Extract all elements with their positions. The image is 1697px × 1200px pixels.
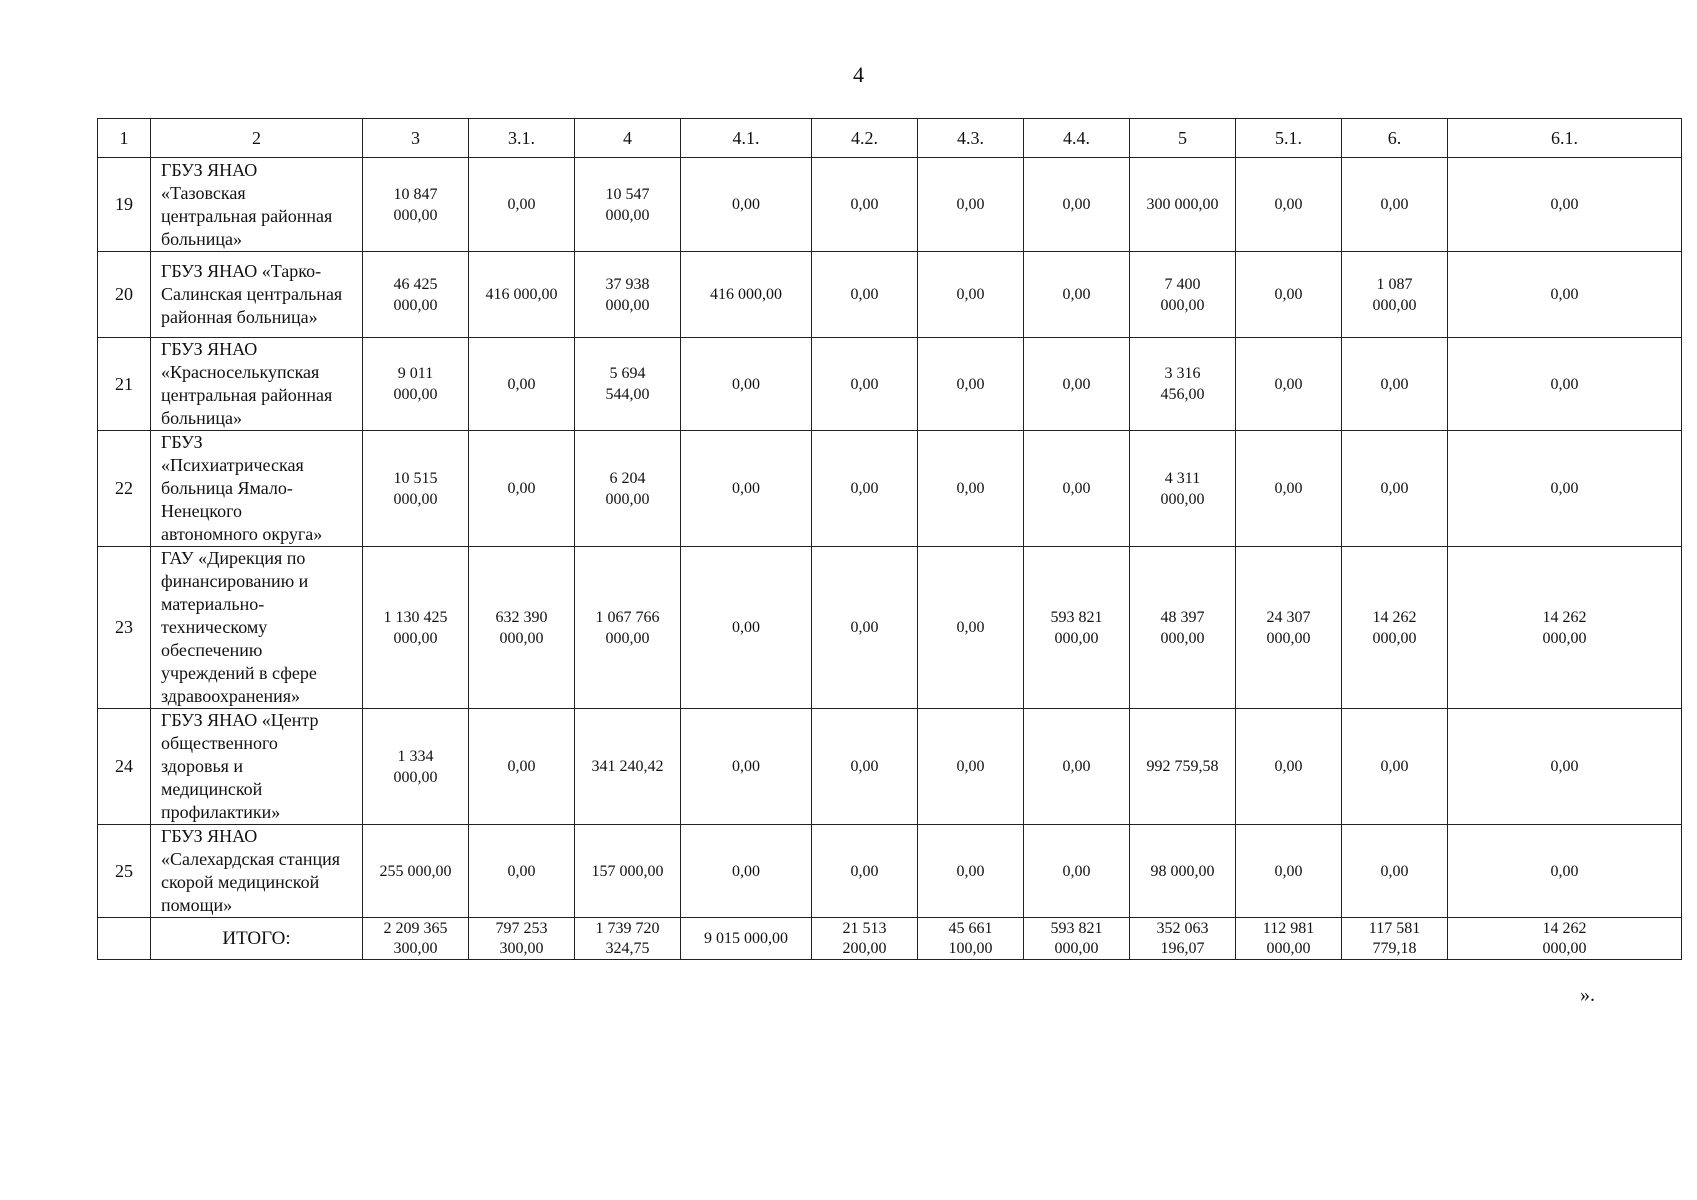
amount-cell: [363, 252, 469, 338]
text-line: 0,00: [1062, 196, 1091, 213]
amount-cell: [1024, 825, 1130, 918]
text-line: 0,00: [732, 619, 760, 636]
amount-cell: [1236, 158, 1342, 252]
text-line: 000,00: [605, 490, 650, 508]
text-line: автономного округа»: [161, 524, 323, 544]
text-line: 544,00: [605, 386, 650, 403]
text-line: 14 262: [1542, 608, 1587, 626]
amount-cell: [1236, 825, 1342, 918]
text-line: 112 981: [1262, 919, 1315, 937]
text-line: ГАУ «Дирекция по: [161, 548, 306, 568]
text-line: 0,00: [507, 758, 536, 775]
text-line: 14 262: [1372, 608, 1417, 626]
text-line: 456,00: [1160, 386, 1205, 403]
text-line: общественного: [161, 733, 278, 753]
institution-name: [151, 338, 363, 431]
amount-cell: [363, 338, 469, 431]
text-line: 0,00: [507, 480, 536, 497]
amount-cell: [681, 709, 812, 825]
text-line: 0,00: [1274, 862, 1303, 880]
text-line: 0,00: [956, 758, 985, 775]
text-line: 0,00: [732, 862, 760, 880]
text-line: 000,00: [1160, 629, 1205, 647]
amount-cell: [1130, 918, 1236, 960]
amount-cell: [812, 431, 918, 547]
amount-cell: [1448, 918, 1682, 960]
total-row: [98, 918, 1682, 960]
text-line: 1 130 425: [383, 608, 448, 626]
budget-table: [97, 118, 1682, 960]
amount-cell: [812, 709, 918, 825]
amount-cell: [1236, 918, 1342, 960]
text-line: 0,00: [956, 196, 985, 213]
text-line: 7 400: [1164, 275, 1201, 293]
text-line: 000,00: [1160, 490, 1205, 508]
text-line: финансированию и: [161, 571, 309, 591]
amount-cell: [469, 338, 575, 431]
text-line: 24 307: [1266, 608, 1311, 626]
text-line: 0,00: [1550, 862, 1579, 880]
column-header: 1: [98, 119, 151, 158]
column-header: 6.: [1342, 119, 1448, 158]
table-row: [98, 252, 1682, 338]
text-line: 9 015 000,00: [704, 929, 788, 947]
amount-cell: [1448, 158, 1682, 252]
text-line: 324,75: [605, 939, 650, 957]
amount-cell: [363, 825, 469, 918]
amount-cell: [1024, 709, 1130, 825]
text-line: 0,00: [956, 619, 985, 636]
text-line: 6 204: [609, 469, 646, 487]
closing-quote-mark: ».: [1580, 984, 1595, 1006]
amount-cell: [363, 431, 469, 547]
text-line: ГБУЗ ЯНАО «Центр: [161, 710, 319, 730]
institution-name: [151, 825, 363, 918]
table-body: [98, 119, 1682, 960]
text-line: 0,00: [1550, 758, 1579, 775]
text-line: Салинская центральная: [161, 284, 343, 304]
text-line: 0,00: [1380, 375, 1409, 393]
text-line: центральная районная: [161, 205, 333, 226]
text-line: 000,00: [393, 490, 438, 508]
row-number: 23: [98, 547, 151, 709]
text-line: больница»: [161, 228, 242, 249]
column-header: 3.1.: [469, 119, 575, 158]
table-row: [98, 338, 1682, 431]
text-line: 000,00: [1372, 296, 1417, 314]
text-line: 000,00: [1160, 296, 1205, 314]
text-line: «Тазовская: [161, 182, 246, 203]
amount-cell: [575, 918, 681, 960]
amount-cell: [575, 252, 681, 338]
text-line: 000,00: [393, 768, 438, 786]
text-line: помощи»: [161, 895, 233, 915]
amount-cell: [1130, 825, 1236, 918]
institution-name: [151, 252, 363, 338]
text-line: 0,00: [1380, 196, 1409, 213]
text-line: 000,00: [605, 206, 650, 224]
amount-cell: [681, 338, 812, 431]
text-line: 0,00: [1550, 480, 1579, 497]
text-line: 0,00: [850, 196, 879, 213]
text-line: 4 311: [1164, 469, 1201, 487]
column-header: 2: [151, 119, 363, 158]
column-header: 6.1.: [1448, 119, 1682, 158]
text-line: 37 938: [605, 275, 650, 293]
text-line: 21 513: [842, 919, 887, 937]
amount-cell: [918, 547, 1024, 709]
column-header: 4: [575, 119, 681, 158]
amount-cell: [1236, 431, 1342, 547]
row-number: 25: [98, 825, 151, 918]
amount-cell: [1448, 709, 1682, 825]
text-line: 000,00: [393, 629, 438, 647]
amount-cell: [575, 547, 681, 709]
text-line: 14 262: [1542, 919, 1587, 937]
text-line: 0,00: [1274, 758, 1303, 775]
text-line: «Салехардская станция: [161, 849, 341, 869]
amount-cell: [918, 338, 1024, 431]
text-line: центральная районная: [161, 385, 333, 405]
amount-cell: [1448, 431, 1682, 547]
page-number: 4: [853, 62, 864, 87]
text-line: Ненецкого: [161, 501, 243, 521]
text-line: ГБУЗ ЯНАО: [161, 339, 258, 359]
text-line: 196,07: [1160, 939, 1205, 957]
amount-cell: [469, 431, 575, 547]
column-header: 3: [363, 119, 469, 158]
text-line: обеспечению: [161, 640, 263, 660]
amount-cell: [575, 431, 681, 547]
text-line: 0,00: [1062, 862, 1091, 880]
text-line: 0,00: [507, 196, 536, 213]
text-line: 300,00: [499, 939, 544, 957]
text-line: профилактики»: [161, 802, 281, 822]
amount-cell: [469, 252, 575, 338]
row-number: 19: [98, 158, 151, 252]
amount-cell: [1024, 252, 1130, 338]
text-line: 0,00: [956, 480, 985, 497]
text-line: 1 067 766: [595, 608, 660, 626]
text-line: ГБУЗ ЯНАО: [161, 826, 258, 846]
text-line: 0,00: [1274, 375, 1303, 393]
amount-cell: [1130, 547, 1236, 709]
text-line: 2 209 365: [383, 919, 448, 937]
amount-cell: [1342, 158, 1448, 252]
text-line: 5 694: [609, 365, 646, 382]
amount-cell: [1024, 338, 1130, 431]
amount-cell: [1024, 547, 1130, 709]
institution-name: [151, 547, 363, 709]
text-line: 0,00: [1550, 375, 1579, 393]
text-line: 0,00: [1380, 480, 1409, 497]
amount-cell: [681, 918, 812, 960]
text-line: ГБУЗ: [161, 432, 203, 452]
text-line: 0,00: [1380, 862, 1409, 880]
amount-cell: [469, 918, 575, 960]
amount-cell: [1236, 252, 1342, 338]
text-line: 0,00: [850, 375, 879, 393]
column-header: 4.2.: [812, 119, 918, 158]
table-row: [98, 825, 1682, 918]
column-header: 5.1.: [1236, 119, 1342, 158]
text-line: 100,00: [948, 939, 993, 957]
amount-cell: [812, 252, 918, 338]
text-line: «Психиатрическая: [161, 455, 304, 475]
column-number-row: [98, 119, 1682, 158]
amount-cell: [1236, 547, 1342, 709]
text-line: 0,00: [732, 758, 760, 775]
amount-cell: [681, 431, 812, 547]
text-line: больница»: [161, 408, 242, 428]
amount-cell: [363, 918, 469, 960]
amount-cell: [1236, 709, 1342, 825]
amount-cell: [1342, 709, 1448, 825]
amount-cell: [363, 547, 469, 709]
text-line: «Красноселькупская: [161, 362, 320, 382]
text-line: 000,00: [393, 386, 438, 403]
text-line: 352 063: [1156, 919, 1209, 937]
amount-cell: [812, 547, 918, 709]
amount-cell: [812, 158, 918, 252]
text-line: 0,00: [1550, 286, 1579, 303]
text-line: 000,00: [499, 629, 544, 647]
amount-cell: [363, 709, 469, 825]
amount-cell: [1342, 918, 1448, 960]
amount-cell: [681, 547, 812, 709]
text-line: 797 253: [495, 919, 548, 937]
row-number: 20: [98, 252, 151, 338]
amount-cell: [1130, 158, 1236, 252]
text-line: 10 547: [605, 185, 650, 203]
column-header: 4.4.: [1024, 119, 1130, 158]
amount-cell: [918, 825, 1024, 918]
text-line: 9 011: [397, 365, 434, 382]
text-line: 0,00: [732, 196, 760, 213]
text-line: 000,00: [1542, 629, 1587, 647]
table-row: [98, 158, 1682, 252]
amount-cell: [1342, 338, 1448, 431]
text-line: районная больница»: [161, 307, 318, 327]
text-line: 0,00: [507, 375, 536, 393]
text-line: 3 316: [1164, 365, 1201, 382]
text-line: 000,00: [393, 296, 438, 314]
amount-cell: [812, 338, 918, 431]
text-line: 000,00: [605, 629, 650, 647]
text-line: 632 390: [495, 608, 548, 626]
amount-cell: [918, 158, 1024, 252]
column-header: 4.3.: [918, 119, 1024, 158]
amount-cell: [363, 158, 469, 252]
amount-cell: [575, 709, 681, 825]
text-line: 0,00: [732, 480, 760, 497]
text-line: больница Ямало-: [161, 478, 293, 498]
table-row: [98, 431, 1682, 547]
text-line: 45 661: [948, 919, 993, 937]
amount-cell: [681, 825, 812, 918]
text-line: учреждений в сфере: [161, 663, 317, 683]
table-row: [98, 709, 1682, 825]
text-line: 000,00: [1054, 939, 1099, 957]
text-line: 46 425: [393, 275, 438, 293]
text-line: 000,00: [1372, 629, 1417, 647]
text-line: 000,00: [1054, 629, 1099, 647]
institution-name: [151, 709, 363, 825]
text-line: 0,00: [1274, 196, 1303, 213]
text-line: 255 000,00: [379, 862, 452, 880]
amount-cell: [575, 158, 681, 252]
text-line: 0,00: [850, 286, 879, 303]
text-line: ГБУЗ ЯНАО: [161, 159, 258, 180]
amount-cell: [918, 918, 1024, 960]
text-line: 0,00: [1062, 286, 1091, 303]
text-line: 000,00: [1542, 939, 1587, 957]
text-line: 98 000,00: [1150, 862, 1215, 880]
amount-cell: [1448, 547, 1682, 709]
text-line: 200,00: [842, 939, 887, 957]
row-number: 22: [98, 431, 151, 547]
text-line: 000,00: [1266, 629, 1311, 647]
amount-cell: [1448, 338, 1682, 431]
institution-name: [151, 431, 363, 547]
text-line: 0,00: [1550, 196, 1579, 213]
text-line: 779,18: [1372, 939, 1417, 957]
text-line: 000,00: [605, 296, 650, 314]
amount-cell: [469, 547, 575, 709]
text-line: 0,00: [1380, 758, 1409, 775]
amount-cell: [469, 709, 575, 825]
text-line: 416 000,00: [485, 286, 558, 303]
amount-cell: [1342, 431, 1448, 547]
row-number: [98, 918, 151, 960]
text-line: здравоохранения»: [161, 686, 301, 706]
amount-cell: [812, 825, 918, 918]
text-line: 157 000,00: [591, 862, 664, 880]
amount-cell: [1342, 252, 1448, 338]
text-line: 0,00: [732, 375, 760, 393]
text-line: материально-: [161, 594, 265, 614]
text-line: 0,00: [1062, 375, 1091, 393]
text-line: 0,00: [1062, 480, 1091, 497]
amount-cell: [681, 158, 812, 252]
amount-cell: [812, 918, 918, 960]
amount-cell: [1130, 709, 1236, 825]
text-line: 0,00: [850, 619, 879, 636]
text-line: скорой медицинской: [161, 872, 320, 892]
text-line: 0,00: [850, 862, 879, 880]
text-line: техническому: [161, 617, 268, 637]
text-line: 10 847: [393, 185, 438, 203]
text-line: медицинской: [161, 779, 263, 799]
amount-cell: [575, 338, 681, 431]
text-line: здоровья и: [161, 756, 244, 776]
amount-cell: [469, 825, 575, 918]
text-line: 0,00: [1274, 286, 1303, 303]
text-line: 1 334: [397, 747, 434, 765]
text-line: 0,00: [1062, 758, 1091, 775]
amount-cell: [918, 431, 1024, 547]
column-header: 4.1.: [681, 119, 812, 158]
amount-cell: [1130, 252, 1236, 338]
amount-cell: [918, 252, 1024, 338]
text-line: 0,00: [850, 758, 879, 775]
amount-cell: [1024, 158, 1130, 252]
amount-cell: [1342, 825, 1448, 918]
text-line: 0,00: [956, 286, 985, 303]
text-line: 1 087: [1376, 275, 1413, 293]
text-line: ГБУЗ ЯНАО «Тарко-: [161, 261, 322, 281]
amount-cell: [1448, 252, 1682, 338]
text-line: 300 000,00: [1146, 196, 1219, 213]
table-row: [98, 547, 1682, 709]
text-line: 992 759,58: [1146, 758, 1219, 775]
row-number: 21: [98, 338, 151, 431]
text-line: 48 397: [1160, 608, 1205, 626]
amount-cell: [1448, 825, 1682, 918]
amount-cell: [469, 158, 575, 252]
text-line: 341 240,42: [591, 758, 664, 775]
text-line: 416 000,00: [710, 286, 782, 303]
total-label: ИТОГО:: [151, 918, 363, 960]
text-line: 0,00: [1274, 480, 1303, 497]
text-line: 0,00: [956, 375, 985, 393]
text-line: 117 581: [1368, 919, 1421, 937]
amount-cell: [918, 709, 1024, 825]
text-line: 593 821: [1050, 919, 1103, 937]
text-line: 593 821: [1050, 608, 1103, 626]
amount-cell: [1024, 918, 1130, 960]
column-header: 5: [1130, 119, 1236, 158]
row-number: 24: [98, 709, 151, 825]
institution-name: [151, 158, 363, 252]
text-line: 300,00: [393, 939, 438, 957]
amount-cell: [681, 252, 812, 338]
amount-cell: [1130, 338, 1236, 431]
amount-cell: [575, 825, 681, 918]
amount-cell: [1236, 338, 1342, 431]
amount-cell: [1342, 547, 1448, 709]
text-line: 10 515: [393, 469, 438, 487]
amount-cell: [1130, 431, 1236, 547]
amount-cell: [1024, 431, 1130, 547]
text-line: 0,00: [850, 480, 879, 497]
text-line: 0,00: [507, 862, 536, 880]
text-line: 000,00: [393, 206, 438, 224]
text-line: 0,00: [956, 862, 985, 880]
text-line: 000,00: [1266, 939, 1311, 957]
text-line: 1 739 720: [595, 919, 660, 937]
